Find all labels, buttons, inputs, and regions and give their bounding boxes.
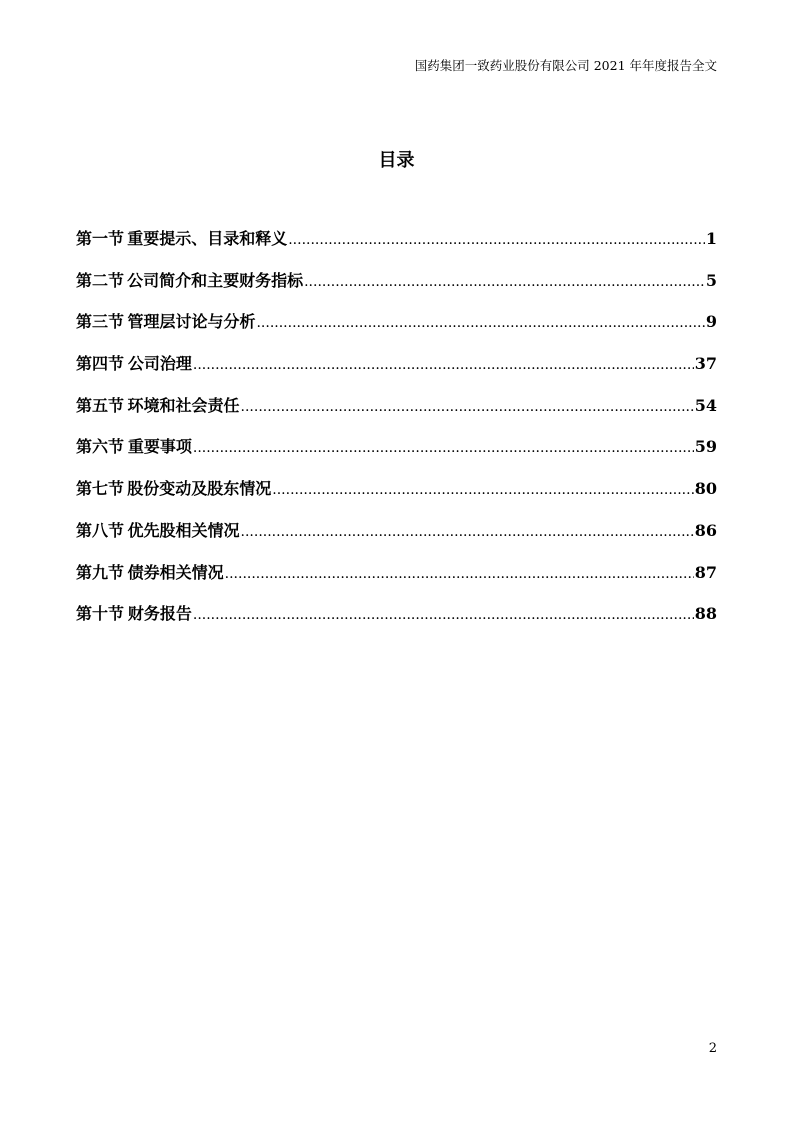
- toc-title: 目录: [378, 150, 415, 171]
- toc-section-name: 重要提示、目录和释义: [127, 229, 288, 248]
- toc-entry[interactable]: [76, 434, 717, 476]
- toc-section-number: 第十节: [76, 604, 125, 624]
- toc-dot-leader: [256, 315, 704, 331]
- toc-entry[interactable]: [76, 601, 717, 643]
- toc-page-number: 1: [705, 229, 717, 248]
- toc-page-number: 59: [694, 437, 717, 457]
- toc-section-number: 第一节: [76, 229, 125, 248]
- toc-entry[interactable]: [76, 351, 717, 393]
- toc-page-number: 86: [694, 520, 717, 540]
- toc-dot-leader: [304, 274, 705, 290]
- toc-dot-leader: [241, 524, 694, 540]
- toc-section-number: 第五节: [76, 395, 125, 415]
- toc-section-name: 重要事项: [127, 437, 192, 457]
- toc-section-number: 第四节: [76, 354, 125, 374]
- toc-dot-leader: [193, 607, 694, 623]
- toc-section-name: 财务报告: [127, 604, 192, 624]
- toc-section-number: 第九节: [76, 562, 125, 582]
- toc-section-number: 第七节: [76, 479, 125, 499]
- toc-entry[interactable]: [76, 393, 717, 435]
- toc-entry[interactable]: [76, 226, 717, 268]
- toc-dot-leader: [193, 440, 694, 456]
- toc-section-number: 第六节: [76, 437, 125, 457]
- toc-section-name: 债券相关情况: [127, 562, 224, 582]
- toc-section-name: 公司治理: [127, 354, 192, 374]
- toc-page-number: 54: [694, 395, 717, 415]
- toc-section-name: 优先股相关情况: [127, 520, 240, 540]
- toc-page-number: 87: [694, 562, 717, 582]
- toc-section-name: 管理层讨论与分析: [127, 312, 256, 332]
- toc-dot-leader: [193, 357, 694, 373]
- toc-section-number: 第二节: [76, 270, 125, 290]
- toc-entry[interactable]: [76, 560, 717, 602]
- toc-entry[interactable]: [76, 309, 717, 351]
- toc-page-number: 9: [705, 312, 717, 332]
- toc-section-number: 第八节: [76, 520, 125, 540]
- toc-page-number: 88: [694, 604, 717, 624]
- toc-entry[interactable]: [76, 476, 717, 518]
- toc-section-name: 公司简介和主要财务指标: [127, 270, 304, 290]
- toc-dot-leader: [272, 482, 693, 498]
- toc-page-number: 5: [705, 270, 717, 290]
- toc-page-number: 37: [694, 354, 717, 374]
- toc-section-name: 环境和社会责任: [127, 395, 240, 415]
- toc-dot-leader: [288, 232, 705, 248]
- table-of-contents: [76, 226, 717, 643]
- toc-entry[interactable]: [76, 268, 717, 310]
- page-number: 2: [708, 1041, 717, 1056]
- toc-dot-leader: [241, 399, 694, 415]
- toc-section-name: 股份变动及股东情况: [127, 479, 272, 499]
- toc-entry[interactable]: [76, 518, 717, 560]
- page-header: 国药集团一致药业股份有限公司 2021 年年度报告全文: [414, 58, 717, 73]
- toc-section-number: 第三节: [76, 312, 125, 332]
- toc-dot-leader: [225, 566, 694, 582]
- toc-page-number: 80: [694, 479, 717, 499]
